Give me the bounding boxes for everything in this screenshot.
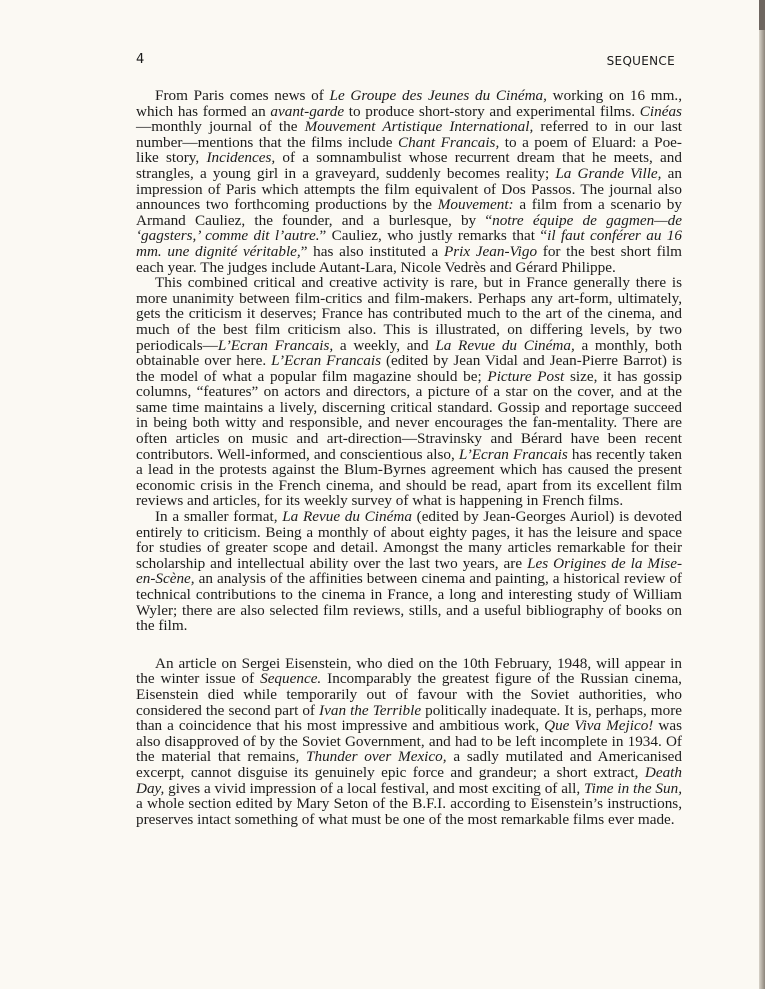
page-edge — [759, 0, 765, 989]
italic-title: La Revue du Cinéma — [282, 508, 412, 526]
journal-name: SEQUENCE — [606, 54, 675, 68]
italic-title: Incidences, — [206, 149, 276, 167]
text-run: to produce short-story and experimental films. — [344, 102, 640, 120]
paragraph — [136, 656, 682, 828]
text-run: From Paris comes news of — [155, 87, 330, 104]
italic-title: il faut conférer au 16 mm. une dignité véritable, — [136, 227, 682, 260]
text-run: Incomparably the greatest figure of the Russian cinema, Eisenstein died while temporarily out of favour with the Soviet authorities, who considered the second part of — [136, 670, 682, 719]
text-run: a monthly, both obtainable over here. — [136, 336, 682, 370]
italic-title: Time in the Sun, — [584, 779, 682, 797]
italic-title: Death Day, — [136, 763, 682, 797]
text-run: size, it has gossip columns, “features” on actors and directors, a picture of a star on the cover, and at the same time maintains a lively, discerning critical standard. Gossip and reportage succeed in being both witty and responsible, and never encourages the fan-mentality. There are often articles on music and art-direction—Stravinsky and Bérard have been recent contributors. Well-informed, and conscientious also, — [136, 367, 682, 463]
text-run: to a poem of Eluard: a Poe-like story, — [136, 133, 682, 167]
paragraph — [136, 88, 682, 275]
text-run: politically inadequate. It is, perhaps, more than a coincidence that his most impressive and ambitious work, — [136, 701, 683, 735]
text-run: In a smaller format, — [155, 508, 283, 526]
text-run: a whole section edited by Mary Seton of the B.F.I. according to Eisenstein’s instructions, preserves intact something of what must be one of the most remarkable films ever made. — [136, 795, 682, 828]
text-run: an analysis of the affinities between cinema and painting, a historical review of technical contributions to the cinema in France, a long and interesting study of William Wyler; there are also selected film reviews, stills, and a useful bibliography of books on the film. — [136, 570, 682, 635]
italic-title: Picture Post — [487, 367, 565, 385]
text-run: ” has also instituted a — [300, 242, 444, 260]
italic-title: avant-garde — [270, 102, 345, 120]
text-run: —monthly journal of the — [136, 118, 305, 136]
italic-title: La Revue du Cinéma, — [435, 336, 575, 354]
italic-title: Chant Francais, — [398, 133, 500, 151]
italic-title: Cinéas — [639, 102, 682, 120]
italic-title: L’Ecran Francais, — [217, 336, 334, 354]
text-run: referred to in our last number—mentions that the films include — [136, 118, 682, 151]
text-run: working on 16 mm., which has formed an — [136, 87, 683, 120]
text-run: of a somnambulist whose recurrent dream that he meets, and strangles, a young girl in a graveyard, suddenly becomes reality; — [136, 149, 682, 182]
text-run: This combined critical and creative activity is rare, but in France generally there is more unanimity between film-critics and film-makers. Perhaps any art-form, ultimately, gets the criticism it deserves; France has contributed much to the art of the cinema, and much of the best film criticism also. This is illustrated, on differing levels, by two periodicals— — [136, 274, 682, 354]
text-run: a film from a scenario by Armand Cauliez, the founder, and a burlesque, by “ — [136, 196, 682, 229]
text-run: An article on Sergei Eisenstein, who died on the 10th February, 1948, will appear in the winter issue of — [136, 654, 682, 688]
italic-title: Mouvement Artistique International, — [304, 118, 534, 136]
italic-title: Mouvement: — [437, 196, 514, 214]
text-run: (edited by Jean Vidal and Jean-Pierre Barrot) is the model of what a popular film magazine should be; — [136, 352, 682, 385]
italic-title: notre équipe de gagmen—de ‘gagsters,’ comme dit l’autre. — [136, 211, 682, 245]
text-run: a sadly mutilated and Americanised excerpt, cannot disguise its genuinely epic force and grandeur; a short extract, — [136, 748, 682, 781]
paragraph — [136, 509, 682, 634]
text-run: (edited by Jean-Georges Auriol) is devoted entirely to criticism. Being a monthly of about eighty pages, it has the leisure and space for studies of greater scope and detail. Amongst the many articles remarkable for their scholarship and intellectual ability over the last two years, are — [136, 508, 682, 572]
text-run: an impression of Paris which attempts the film equivalent of Dos Passos. The journal also announces two forthcoming productions by the — [136, 164, 682, 214]
italic-title: Les Origines de la Mise-en-Scène, — [136, 554, 682, 588]
page-number: 4 — [136, 52, 145, 67]
text-run: a weekly, and — [333, 336, 436, 354]
italic-title: La Grande Ville, — [555, 164, 662, 182]
italic-title: L’Ecran Francais — [271, 352, 382, 370]
text-run: gives a vivid impression of a local festival, and most exciting of all, — [164, 779, 585, 797]
italic-title: Prix Jean-Vigo — [443, 242, 538, 260]
italic-title: Ivan the Terrible — [319, 701, 422, 719]
article-body — [136, 88, 682, 827]
italic-title: Le Groupe des Jeunes du Cinéma, — [329, 87, 547, 104]
italic-title: Sequence. — [260, 670, 322, 688]
italic-title: Thunder over Mexico, — [306, 748, 447, 766]
text-run: for the best short film each year. The judges include Autant-Lara, Nicole Vedrès and Gérard Philippe. — [136, 242, 682, 276]
text-run: ” Cauliez, who justly remarks that “ — [319, 227, 548, 245]
paragraph — [136, 275, 682, 509]
text-run: was also disapproved of by the Soviet Government, and had to be left incomplete in 1934. Of the material that remains, — [136, 717, 682, 766]
italic-title: Que Viva Mejico! — [544, 717, 654, 735]
text-run: has recently taken a lead in the protests against the Blum-Byrnes agreement which has caused the present economic crisis in the French cinema, and should be read, apart from its excellent film reviews and articles, for its weekly survey of what is happening in French films. — [136, 445, 682, 510]
italic-title: L’Ecran Francais — [458, 445, 568, 463]
